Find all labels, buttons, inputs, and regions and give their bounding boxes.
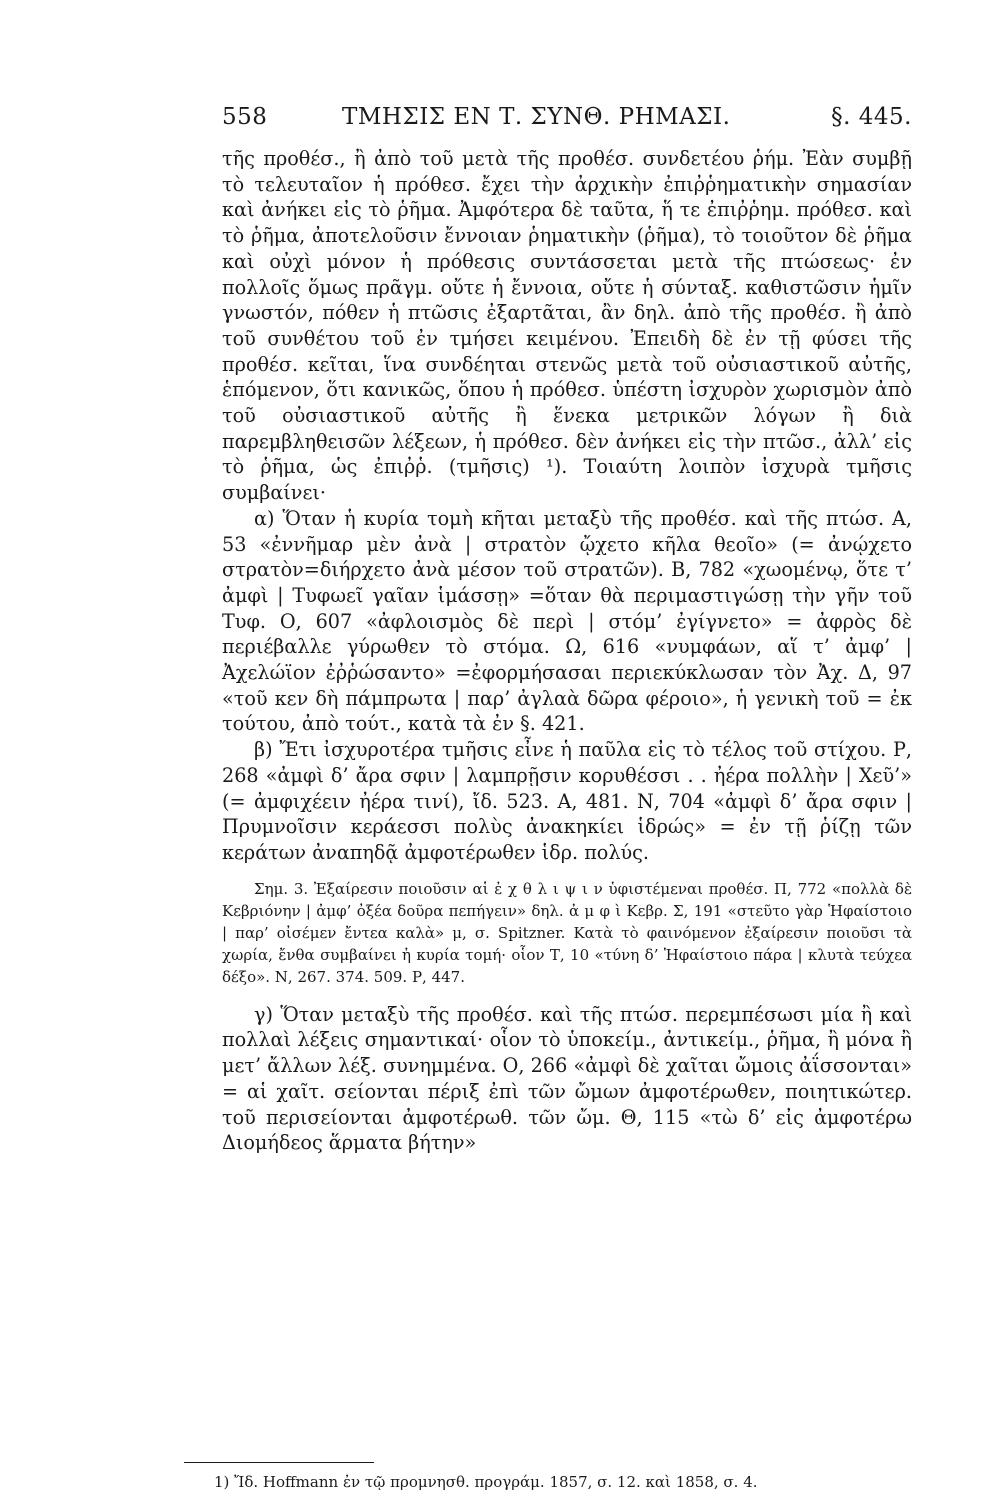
paragraph-gamma: γ) Ὅταν μεταξὺ τῆς προθέσ. καὶ τῆς πτώσ. περεμπέσωσι μία ἢ καὶ πολλαὶ λέξεις σημαντικαί· οἷον τὸ ὑποκείμ., ἀντικείμ., ῥῆμα, ἢ μόνα ἢ μετ’ ἄλλων λέξ. συνημμένα. Ο, 266 «ἀμφὶ δὲ χαῖται ὤμοις ἀΐσσονται» = αἱ χαῖτ. σείονται πέριξ ἐπὶ τῶν ὤμων ἀμφοτέρωθεν, ποιητικώτερ. τοῦ περισείονται ἀμφοτέρωθ. τῶν ὤμ. Θ, 115 «τὼ δ’ εἰς ἀμφοτέρω Διομήδεος ἅρματα βήτην» [222,1002,912,1155]
running-title: ΤΜΗΣΙΣ ΕΝ Τ. ΣΥΝΘ. ΡΗΜΑΣΙ. [342,104,731,130]
running-header [222,104,912,138]
footnote-rule [184,1462,374,1463]
paragraph-alpha: α) Ὅταν ἡ κυρία τομὴ κῆται μεταξὺ τῆς προθέσ. καὶ τῆς πτώσ. Α, 53 «ἐννῆμαρ μὲν ἀνὰ | στρατὸν ᾤχετο κῆλα θεοῖο» (= ἀνῴχετο στρατὸν=διήρχετο ἀνὰ μέσον τοῦ στρατῶν). Β, 782 «χωομένῳ, ὅτε τ’ ἀμφὶ | Τυφωεῖ γαῖαν ἱμάσσῃ» =ὅταν θὰ περιμαστιγώσῃ τὴν γῆν τοῦ Τυφ. Ο, 607 «ἀφλοισμὸς δὲ περὶ | στόμ’ ἐγίγνετο» = ἀφρὸς δὲ περιέβαλλε γύρωθεν τὸ στόμα. Ω, 616 «νυμφάων, αἵ τ’ ἀμφ’ | Ἀχελώϊον ἐῤῥώσαντο» =ἐφορμήσασαι περιεκύκλωσαν τὸν Ἀχ. Δ, 97 «τοῦ κεν δὴ πάμπρωτα | παρ’ ἀγλαὰ δῶρα φέροιο», ἡ γενικὴ τοῦ = ἐκ τούτου, ἀπὸ τούτ., κατὰ τὰ ἐν §. 421. [222,506,912,736]
intro-paragraph: τῆς προθέσ., ἢ ἀπὸ τοῦ μετὰ τῆς προθέσ. συνδετέου ῥήμ. Ἐὰν συμβῇ τὸ τελευταῖον ἡ πρόθεσ. ἔχει τὴν ἀρχικὴν ἐπιῤῥηματικὴν σημασίαν καὶ ἀνήκει εἰς τὸ ῥῆμα. Ἀμφότερα δὲ ταῦτα, ἥ τε ἐπιῤῥημ. πρόθεσ. καὶ τὸ ῥῆμα, ἀποτελοῦσιν ἔννοιαν ῥηματικὴν (ῥῆμα), τὸ τοιοῦτον δὲ ῥῆμα καὶ οὐχὶ μόνον ἡ πρόθεσις συντάσσεται μετὰ τῆς πτώσεως· ἐν πολλοῖς ὅμως πρᾶγμ. οὔτε ἡ ἔννοια, οὔτε ἡ σύνταξ. καθιστῶσιν ἡμῖν γνωστόν, πόθεν ἡ πτῶσις ἐξαρτᾶται, ἂν δηλ. ἀπὸ τῆς προθέσ. ἢ ἀπὸ τοῦ συνθέτου τοῦ ἐν τμήσει κειμένου. Ἐπειδὴ δὲ ἐν τῇ φύσει τῆς προθέσ. κεῖται, ἵνα συνδέηται στενῶς μετὰ τοῦ οὐσιαστικοῦ αὐτῆς, ἑπόμενον, ὅτι κανικῶς, ὅπου ἡ πρόθεσ. ὑπέστη ἰσχυρὸν χωρισμὸν ἀπὸ τοῦ οὐσιαστικοῦ αὐτῆς ἢ ἕνεκα μετρικῶν λόγων ἢ διὰ παρεμβληθεισῶν λέξεων, ἡ πρόθεσ. δὲν ἀνήκει εἰς τὴν πτῶσ., ἀλλ’ εἰς τὸ ῥῆμα, ὡς ἐπιῤῥ. (τμῆσις) ¹). Τοιαύτη λοιπὸν ἰσχυρὰ τμῆσις συμβαίνει· [222,147,912,505]
note-paragraph: Σημ. 3. Ἐξαίρεσιν ποιοῦσιν αἱ ἐ χ θ λ ι ψ ι ν ὑφιστέμεναι προθέσ. Π, 772 «πολλὰ δὲ Κεβριόνην | ἀμφ’ ὀξέα δοῦρα πεπήγειν» δηλ. ἀ μ φ ὶ Κεβρ. Σ, 191 «στεῦτο γὰρ Ἡφαίστοιο | παρ’ οἰσέμεν ἔντεα καλὰ» μ, σ. Spitzner. Κατὰ τὸ φαινόμενον ἐξαίρεσιν ποιοῦσι τὰ χωρία, ἔνθα συμβαίνει ἡ κυρία τομή· οἷον Τ, 10 «τύνη δ’ Ἡφαίστοιο πάρα | κλυτὰ τεύχεα δέξο». Ν, 267. 374. 509. Ρ, 447. [222,879,912,986]
section-number: §. 445. [831,104,912,130]
page-body [222,146,912,1156]
paragraph-beta: β) Ἔτι ἰσχυροτέρα τμῆσις εἶνε ἡ παῦλα εἰς τὸ τέλος τοῦ στίχου. Ρ, 268 «ἀμφὶ δ’ ἄρα σφιν | λαμπρῇσιν κορυθέσσι . . ἠέρα πολλὴν | Χεῦ’» (= ἀμφιχέειν ἠέρα τινί), ἴδ. 523. Α, 481. Ν, 704 «ἀμφὶ δ’ ἄρα σφιν | Πρυμνοῖσιν κεράεσσι πολὺς ἀνακηκίει ἱδρώς» = ἐν τῇ ῥίζῃ τῶν κεράτων ἀναπηδᾷ ἀμφοτέρωθεν ἱδρ. πολύς. [222,738,912,864]
footnote: 1) Ἴδ. Hoffmann ἐν τῷ προμνησθ. προγράμ. 1857, σ. 12. καὶ 1858, σ. 4. [214,1473,758,1491]
page-number: 558 [222,104,268,130]
